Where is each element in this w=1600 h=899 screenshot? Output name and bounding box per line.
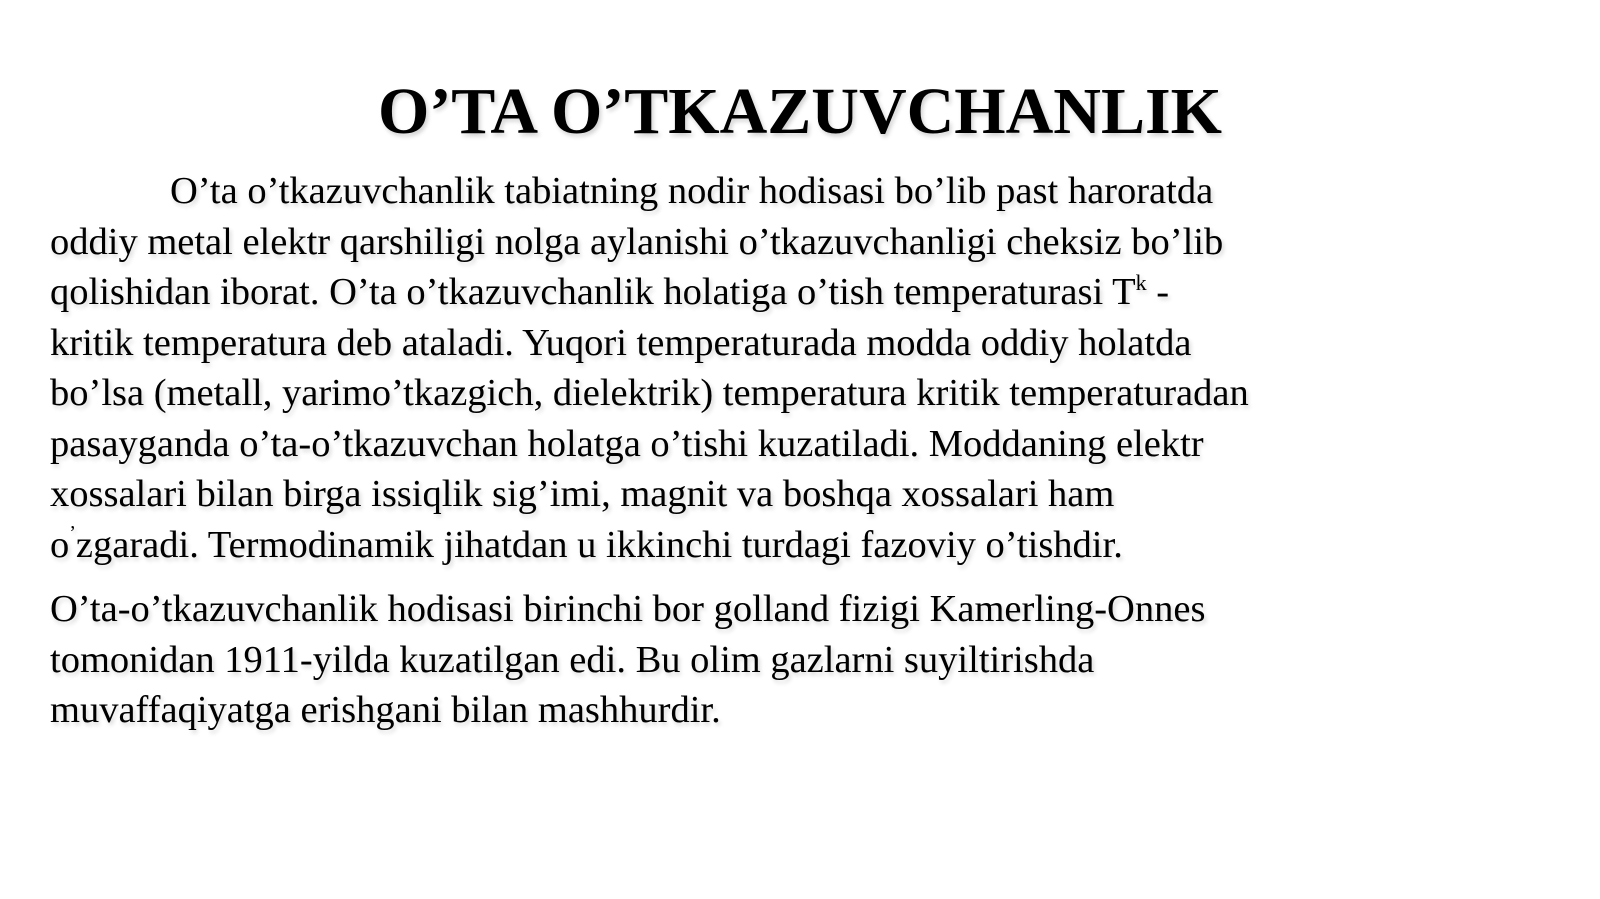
paragraph-1-line-1: O’ta o’tkazuvchanlik tabiatning nodir hodisasi bo’lib past haroratda (170, 170, 1214, 212)
paragraph-2-line-2: tomonidan 1911-yilda kuzatilgan edi. Bu olim gazlarni suyiltirishda (50, 638, 1095, 681)
critical-subscript: k (1135, 270, 1147, 295)
paragraph-2-line-1: O’ta-o’tkazuvchanlik hodisasi birinchi bor golland fizigi Kamerling-Onnes (50, 588, 1206, 630)
paragraph-1-line-3 (50, 267, 1570, 318)
paragraph-2-line-3: muvaffaqiyatga erishgani bilan mashhurdir. (50, 689, 721, 731)
paragraph-1-line-4: kritik temperatura deb ataladi. Yuqori temperaturada modda oddiy holatda (50, 321, 1192, 364)
paragraph-1-line-8 (50, 520, 1570, 571)
paragraph-1 (50, 166, 1570, 570)
line-3-text: qolishidan iborat. O’ta o’tkazuvchanlik holatiga o’tish temperaturasi T (50, 271, 1136, 313)
paragraph-1-line-2: oddiy metal elektr qarshiligi nolga aylanishi o’tkazuvchanligi cheksiz bo’lib (50, 220, 1224, 263)
paragraph-1-line-7: xossalari bilan birga issiqlik sig’imi, magnit va boshqa xossalari ham (50, 473, 1115, 515)
paragraph-1-line-6: pasayganda o’ta-o’tkazuvchan holatga o’tishi kuzatiladi. Moddaning elektr (50, 422, 1204, 465)
line-3-dash: - (1146, 271, 1170, 313)
line-8-text: zgaradi. Termodinamik jihatdan u ikkinchi turdagi fazoviy o’tishdir. (75, 523, 1123, 566)
paragraph-2 (50, 584, 1570, 736)
paragraph-1-line-5: bo’lsa (metall, yarimo’tkazgich, dielektrik) temperatura kritik temperaturadan (50, 372, 1249, 414)
line-8-apostrophe: ’ (69, 521, 76, 544)
line-8-o: o (50, 523, 70, 566)
slide-body (50, 166, 1570, 736)
slide-title: O’TA O’TKAZUVCHANLIK (377, 75, 1222, 148)
